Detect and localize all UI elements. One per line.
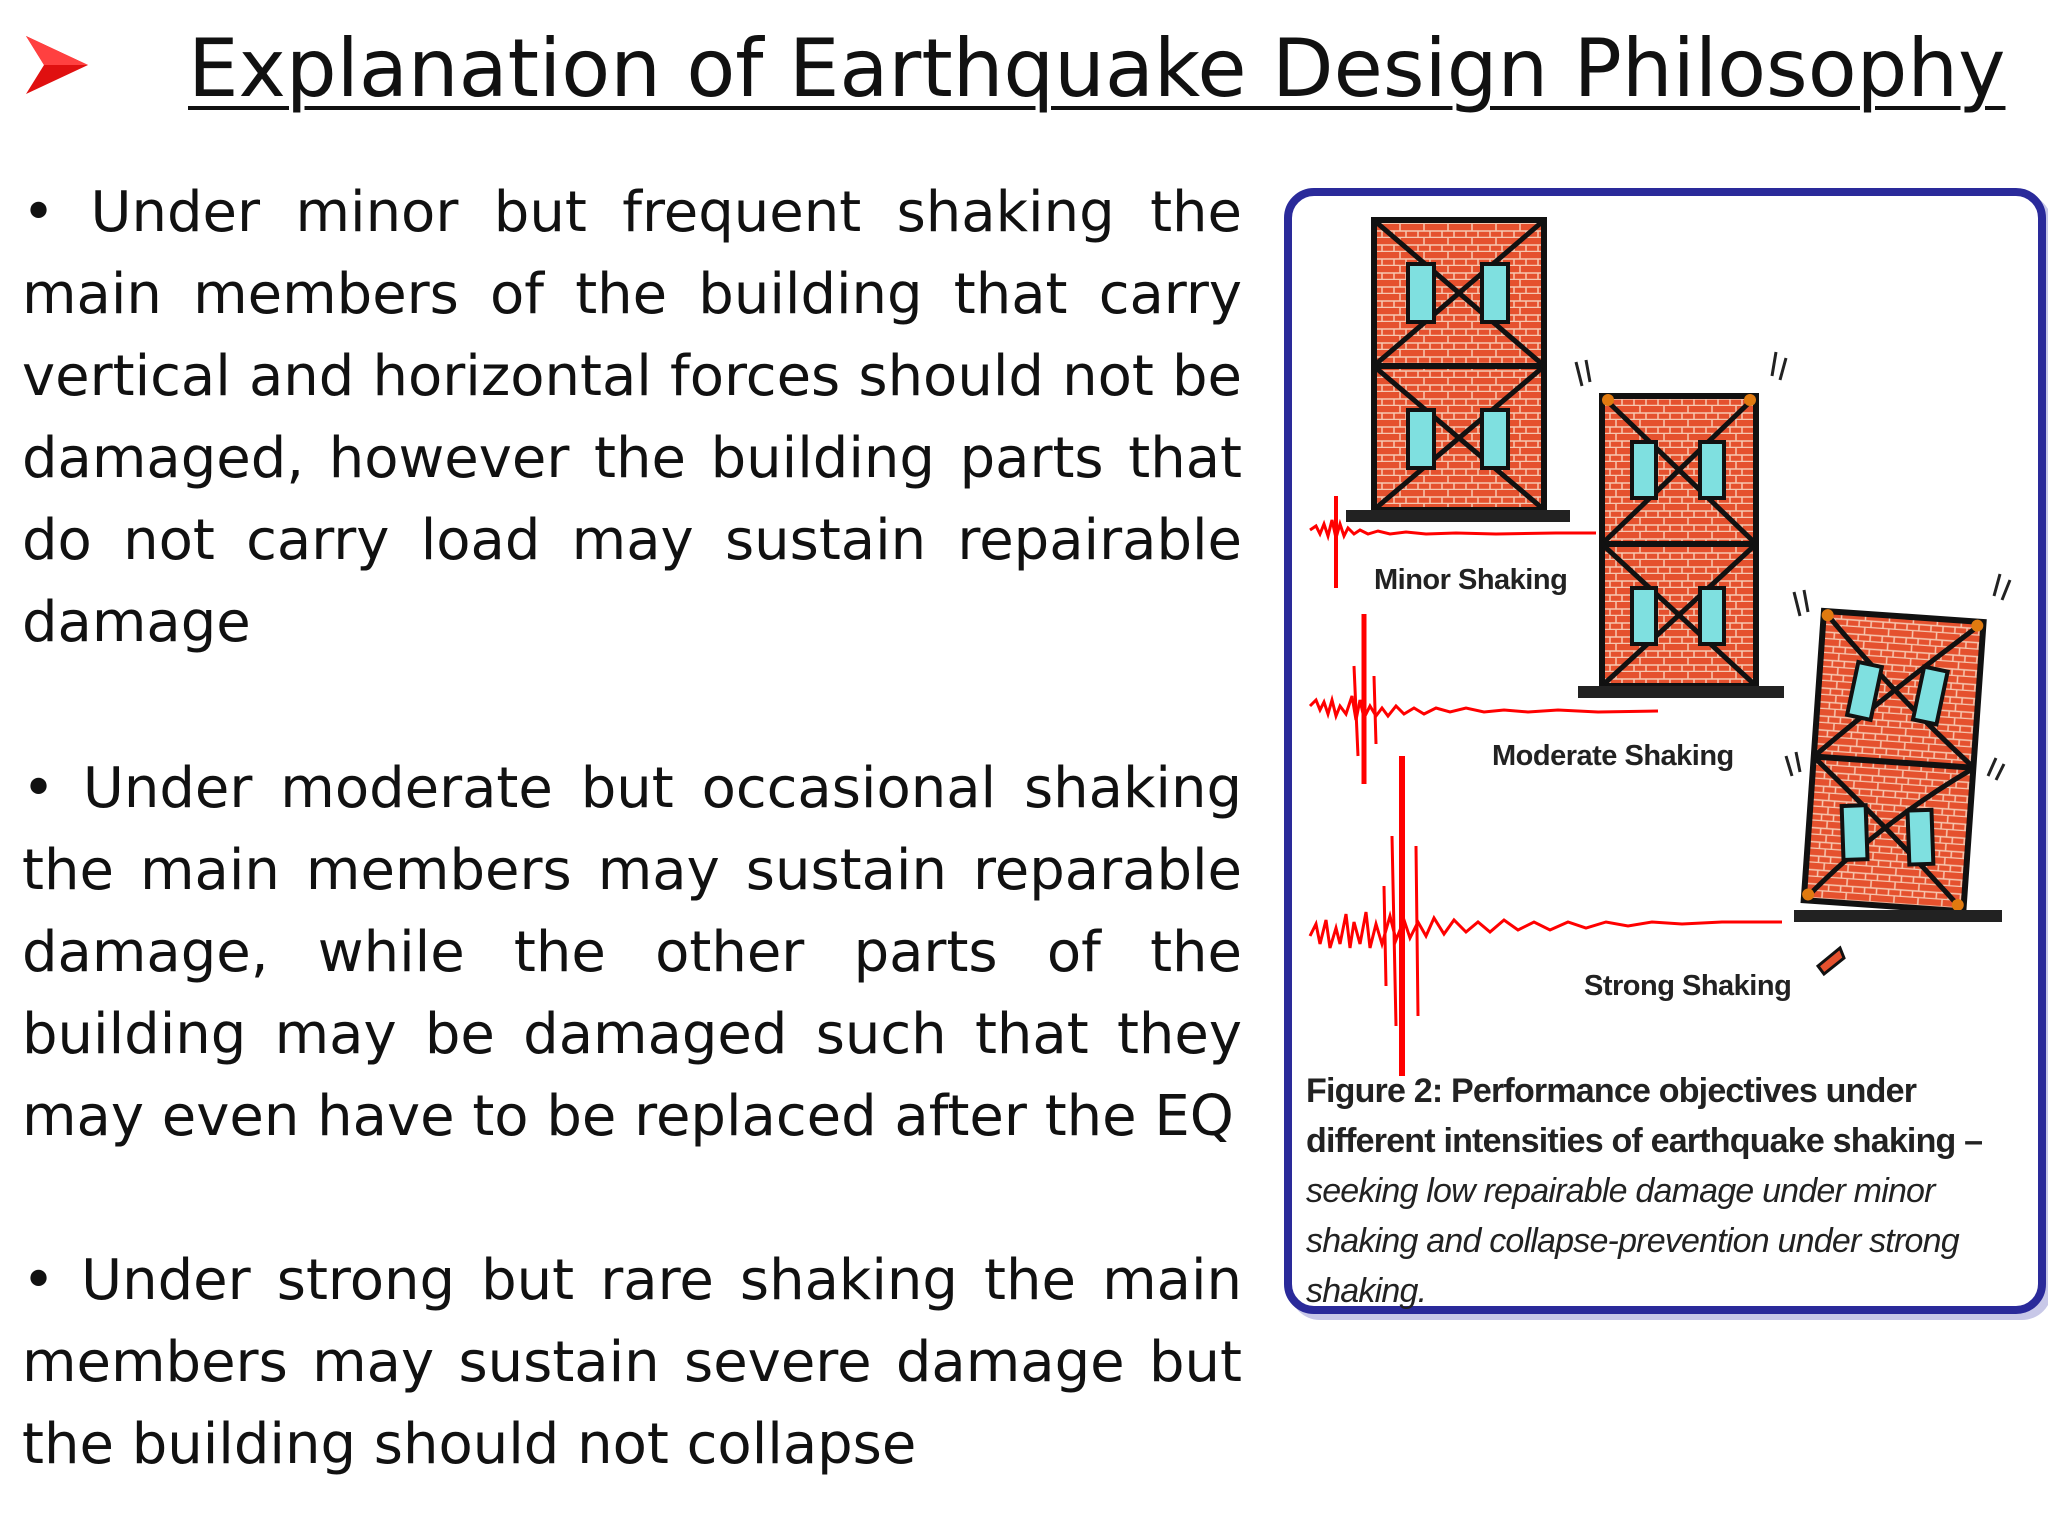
- building-moderate-icon: [1576, 352, 1786, 698]
- caption-bold: Figure 2: Performance objectives under different intensities of earthquake shaking –: [1306, 1072, 1983, 1160]
- shaking-illustration: [1292, 196, 2038, 1076]
- title-row: [0, 0, 2048, 130]
- page-title: Explanation of Earthquake Design Philosophy: [188, 22, 2006, 115]
- bullet-minor-shaking: • Under minor but frequent shaking the main members of the building that carry vertical and horizontal forces should not be damaged, however the building parts that do not carry load may sustain repairable damage: [22, 180, 1242, 655]
- bullet-moderate-shaking: • Under moderate but occasional shaking the main members may sustain reparable damage, while the other parts of the building may be damaged such that they may even have to be replaced after the EQ: [22, 756, 1242, 1149]
- label-moderate-shaking: Moderate Shaking: [1492, 740, 1734, 772]
- figure-caption: [1306, 1066, 2026, 1316]
- label-strong-shaking: Strong Shaking: [1584, 970, 1792, 1002]
- arrow-bullet-icon: [22, 30, 92, 100]
- building-minor-icon: [1346, 220, 1570, 522]
- bullet-strong-shaking: • Under strong but rare shaking the main members may sustain severe damage but the building should not collapse: [22, 1248, 1242, 1477]
- figure-panel: [1284, 188, 2046, 1314]
- label-minor-shaking: Minor Shaking: [1374, 564, 1568, 596]
- building-strong-icon: [1802, 609, 1984, 912]
- caption-italic: seeking low repairable damage under minor shaking and collapse-prevention under strong shaking.: [1306, 1172, 1959, 1310]
- seismogram-strong: [1310, 756, 1782, 1076]
